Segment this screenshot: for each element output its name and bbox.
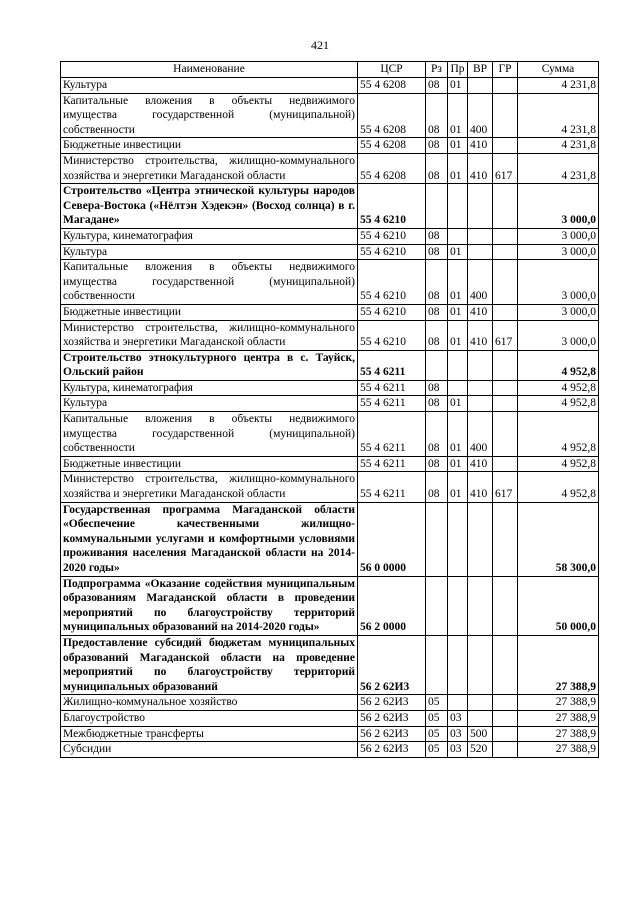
row-sum: 4 952,8 bbox=[518, 396, 599, 412]
row-gr bbox=[493, 350, 518, 380]
row-vr bbox=[468, 184, 493, 229]
row-name: Культура bbox=[61, 244, 358, 260]
row-gr bbox=[493, 412, 518, 457]
row-sum: 4 952,8 bbox=[518, 350, 599, 380]
row-vr bbox=[468, 244, 493, 260]
row-name: Культура bbox=[61, 396, 358, 412]
row-vr bbox=[468, 380, 493, 396]
row-vr bbox=[468, 635, 493, 694]
row-gr bbox=[493, 742, 518, 758]
row-name: Министерство строительства, жилищно-коммунального хозяйства и энергетики Магаданской области bbox=[61, 153, 358, 183]
row-vr: 410 bbox=[468, 304, 493, 320]
row-sum: 4 952,8 bbox=[518, 412, 599, 457]
row-csr: 56 2 62И3 bbox=[358, 695, 426, 711]
table-row bbox=[61, 502, 599, 576]
row-rz: 08 bbox=[426, 244, 448, 260]
budget-table bbox=[60, 61, 599, 758]
row-pr: 01 bbox=[448, 93, 468, 138]
row-vr: 400 bbox=[468, 93, 493, 138]
table-row bbox=[61, 695, 599, 711]
table-row bbox=[61, 138, 599, 154]
row-gr bbox=[493, 710, 518, 726]
row-rz: 08 bbox=[426, 396, 448, 412]
row-rz: 08 bbox=[426, 380, 448, 396]
row-pr: 01 bbox=[448, 456, 468, 472]
row-pr: 03 bbox=[448, 742, 468, 758]
row-csr: 55 4 6208 bbox=[358, 138, 426, 154]
row-vr bbox=[468, 228, 493, 244]
row-sum: 3 000,0 bbox=[518, 320, 599, 350]
row-name: Капитальные вложения в объекты недвижимого имущества государственной (муниципальной) собственности bbox=[61, 93, 358, 138]
row-sum: 3 000,0 bbox=[518, 244, 599, 260]
row-sum: 3 000,0 bbox=[518, 228, 599, 244]
row-pr: 03 bbox=[448, 710, 468, 726]
header-name: Наименование bbox=[61, 62, 358, 78]
row-name: Культура, кинематография bbox=[61, 380, 358, 396]
table-row bbox=[61, 726, 599, 742]
table-row bbox=[61, 228, 599, 244]
table-row bbox=[61, 260, 599, 305]
row-csr: 55 4 6211 bbox=[358, 412, 426, 457]
row-pr: 01 bbox=[448, 320, 468, 350]
row-sum: 3 000,0 bbox=[518, 184, 599, 229]
row-csr: 56 2 62И3 bbox=[358, 726, 426, 742]
row-pr: 01 bbox=[448, 153, 468, 183]
row-sum: 58 300,0 bbox=[518, 502, 599, 576]
row-pr: 01 bbox=[448, 260, 468, 305]
row-sum: 4 231,8 bbox=[518, 93, 599, 138]
header-gr: ГР bbox=[493, 62, 518, 78]
row-name: Благоустройство bbox=[61, 710, 358, 726]
row-name: Строительство этнокультурного центра в с. Тауйск, Ольский район bbox=[61, 350, 358, 380]
row-gr bbox=[493, 138, 518, 154]
row-sum: 4 952,8 bbox=[518, 380, 599, 396]
row-pr bbox=[448, 502, 468, 576]
row-gr bbox=[493, 380, 518, 396]
row-csr: 55 4 6210 bbox=[358, 320, 426, 350]
row-sum: 27 388,9 bbox=[518, 695, 599, 711]
row-vr: 410 bbox=[468, 320, 493, 350]
row-gr bbox=[493, 695, 518, 711]
row-rz: 08 bbox=[426, 472, 448, 502]
row-vr: 410 bbox=[468, 153, 493, 183]
table-row bbox=[61, 184, 599, 229]
table-row bbox=[61, 320, 599, 350]
row-csr: 56 2 62И3 bbox=[358, 742, 426, 758]
row-gr bbox=[493, 184, 518, 229]
row-name: Культура bbox=[61, 78, 358, 94]
header-vr: ВР bbox=[468, 62, 493, 78]
row-vr bbox=[468, 78, 493, 94]
row-rz: 05 bbox=[426, 695, 448, 711]
row-rz: 08 bbox=[426, 138, 448, 154]
row-pr: 01 bbox=[448, 412, 468, 457]
table-row bbox=[61, 710, 599, 726]
table-row bbox=[61, 396, 599, 412]
row-name: Капитальные вложения в объекты недвижимого имущества государственной (муниципальной) собственности bbox=[61, 260, 358, 305]
row-gr bbox=[493, 78, 518, 94]
row-csr: 56 2 62И3 bbox=[358, 635, 426, 694]
row-vr: 520 bbox=[468, 742, 493, 758]
table-header-row bbox=[61, 62, 599, 78]
table-row bbox=[61, 472, 599, 502]
row-name: Бюджетные инвестиции bbox=[61, 456, 358, 472]
row-name: Министерство строительства, жилищно-коммунального хозяйства и энергетики Магаданской области bbox=[61, 472, 358, 502]
row-sum: 4 231,8 bbox=[518, 78, 599, 94]
table-row bbox=[61, 93, 599, 138]
row-sum: 3 000,0 bbox=[518, 304, 599, 320]
row-gr bbox=[493, 635, 518, 694]
row-sum: 27 388,9 bbox=[518, 726, 599, 742]
row-sum: 27 388,9 bbox=[518, 710, 599, 726]
row-pr bbox=[448, 576, 468, 635]
row-vr bbox=[468, 396, 493, 412]
row-vr bbox=[468, 710, 493, 726]
row-rz: 08 bbox=[426, 304, 448, 320]
row-sum: 27 388,9 bbox=[518, 742, 599, 758]
row-rz: 05 bbox=[426, 726, 448, 742]
table-row bbox=[61, 635, 599, 694]
row-gr bbox=[493, 244, 518, 260]
row-rz: 05 bbox=[426, 710, 448, 726]
row-gr bbox=[493, 726, 518, 742]
row-rz: 08 bbox=[426, 456, 448, 472]
row-pr bbox=[448, 635, 468, 694]
row-gr: 617 bbox=[493, 153, 518, 183]
row-rz bbox=[426, 576, 448, 635]
row-gr bbox=[493, 502, 518, 576]
row-csr: 55 4 6210 bbox=[358, 228, 426, 244]
row-rz: 08 bbox=[426, 153, 448, 183]
table-row bbox=[61, 456, 599, 472]
row-sum: 4 952,8 bbox=[518, 456, 599, 472]
row-gr: 617 bbox=[493, 320, 518, 350]
row-csr: 55 4 6211 bbox=[358, 456, 426, 472]
row-csr: 56 2 62И3 bbox=[358, 710, 426, 726]
row-csr: 55 4 6211 bbox=[358, 350, 426, 380]
row-rz bbox=[426, 502, 448, 576]
table-row bbox=[61, 350, 599, 380]
row-gr bbox=[493, 576, 518, 635]
header-sum: Сумма bbox=[518, 62, 599, 78]
row-csr: 55 4 6210 bbox=[358, 304, 426, 320]
row-csr: 55 4 6211 bbox=[358, 380, 426, 396]
row-gr bbox=[493, 396, 518, 412]
row-pr: 01 bbox=[448, 396, 468, 412]
header-pr: Пр bbox=[448, 62, 468, 78]
table-body bbox=[61, 78, 599, 758]
header-rz: Рз bbox=[426, 62, 448, 78]
row-name: Бюджетные инвестиции bbox=[61, 304, 358, 320]
row-csr: 56 2 0000 bbox=[358, 576, 426, 635]
row-vr: 410 bbox=[468, 456, 493, 472]
row-rz bbox=[426, 184, 448, 229]
row-gr: 617 bbox=[493, 472, 518, 502]
row-pr: 01 bbox=[448, 472, 468, 502]
row-csr: 55 4 6210 bbox=[358, 260, 426, 305]
row-pr: 01 bbox=[448, 304, 468, 320]
row-name: Культура, кинематография bbox=[61, 228, 358, 244]
row-vr bbox=[468, 576, 493, 635]
row-sum: 4 231,8 bbox=[518, 138, 599, 154]
table-row bbox=[61, 244, 599, 260]
row-vr bbox=[468, 695, 493, 711]
row-name: Государственная программа Магаданской области «Обеспечение качественными жилищно-коммунальными услугами и комфортными условиями проживания населения Магаданской области на 2014-2020 годы» bbox=[61, 502, 358, 576]
row-name: Жилищно-коммунальное хозяйство bbox=[61, 695, 358, 711]
row-name: Подпрограмма «Оказание содействия муниципальным образованиям Магаданской области в проведении мероприятий по благоустройству территорий муниципальных образований на 2014-2020 годы» bbox=[61, 576, 358, 635]
row-pr bbox=[448, 380, 468, 396]
row-sum: 50 000,0 bbox=[518, 576, 599, 635]
table-row bbox=[61, 742, 599, 758]
row-pr: 03 bbox=[448, 726, 468, 742]
row-sum: 27 388,9 bbox=[518, 635, 599, 694]
row-csr: 55 4 6210 bbox=[358, 244, 426, 260]
row-name: Предоставление субсидий бюджетам муниципальных образований Магаданской области на проведение мероприятий по благоустройству территорий муниципальных образований bbox=[61, 635, 358, 694]
row-vr: 410 bbox=[468, 138, 493, 154]
row-name: Министерство строительства, жилищно-коммунального хозяйства и энергетики Магаданской области bbox=[61, 320, 358, 350]
row-rz: 08 bbox=[426, 320, 448, 350]
table-row bbox=[61, 380, 599, 396]
row-pr: 01 bbox=[448, 78, 468, 94]
row-csr: 55 4 6208 bbox=[358, 93, 426, 138]
row-vr: 400 bbox=[468, 412, 493, 457]
row-rz: 08 bbox=[426, 78, 448, 94]
row-gr bbox=[493, 93, 518, 138]
row-sum: 4 952,8 bbox=[518, 472, 599, 502]
header-csr: ЦСР bbox=[358, 62, 426, 78]
row-vr bbox=[468, 350, 493, 380]
table-row bbox=[61, 412, 599, 457]
row-csr: 55 4 6208 bbox=[358, 78, 426, 94]
row-rz: 08 bbox=[426, 260, 448, 305]
row-pr: 01 bbox=[448, 138, 468, 154]
row-name: Капитальные вложения в объекты недвижимого имущества государственной (муниципальной) собственности bbox=[61, 412, 358, 457]
table-row bbox=[61, 576, 599, 635]
row-rz: 08 bbox=[426, 228, 448, 244]
row-vr: 500 bbox=[468, 726, 493, 742]
table-row bbox=[61, 304, 599, 320]
row-pr bbox=[448, 695, 468, 711]
page-number: 421 bbox=[311, 38, 329, 52]
row-pr bbox=[448, 228, 468, 244]
row-rz: 08 bbox=[426, 93, 448, 138]
row-rz: 05 bbox=[426, 742, 448, 758]
row-vr bbox=[468, 502, 493, 576]
row-csr: 56 0 0000 bbox=[358, 502, 426, 576]
row-pr: 01 bbox=[448, 244, 468, 260]
row-sum: 4 231,8 bbox=[518, 153, 599, 183]
table-row bbox=[61, 153, 599, 183]
row-gr bbox=[493, 228, 518, 244]
table-row bbox=[61, 78, 599, 94]
row-gr bbox=[493, 260, 518, 305]
row-rz: 08 bbox=[426, 412, 448, 457]
row-csr: 55 4 6211 bbox=[358, 396, 426, 412]
row-pr bbox=[448, 184, 468, 229]
row-rz bbox=[426, 350, 448, 380]
row-pr bbox=[448, 350, 468, 380]
row-name: Межбюджетные трансферты bbox=[61, 726, 358, 742]
row-sum: 3 000,0 bbox=[518, 260, 599, 305]
row-csr: 55 4 6211 bbox=[358, 472, 426, 502]
row-vr: 410 bbox=[468, 472, 493, 502]
row-rz bbox=[426, 635, 448, 694]
row-vr: 400 bbox=[468, 260, 493, 305]
row-name: Субсидии bbox=[61, 742, 358, 758]
row-name: Строительство «Центра этнической культуры народов Севера-Востока («Нёлтэн Хэдекэн» (Восход солнца) в г. Магадане» bbox=[61, 184, 358, 229]
row-gr bbox=[493, 304, 518, 320]
row-gr bbox=[493, 456, 518, 472]
row-name: Бюджетные инвестиции bbox=[61, 138, 358, 154]
row-csr: 55 4 6210 bbox=[358, 184, 426, 229]
row-csr: 55 4 6208 bbox=[358, 153, 426, 183]
